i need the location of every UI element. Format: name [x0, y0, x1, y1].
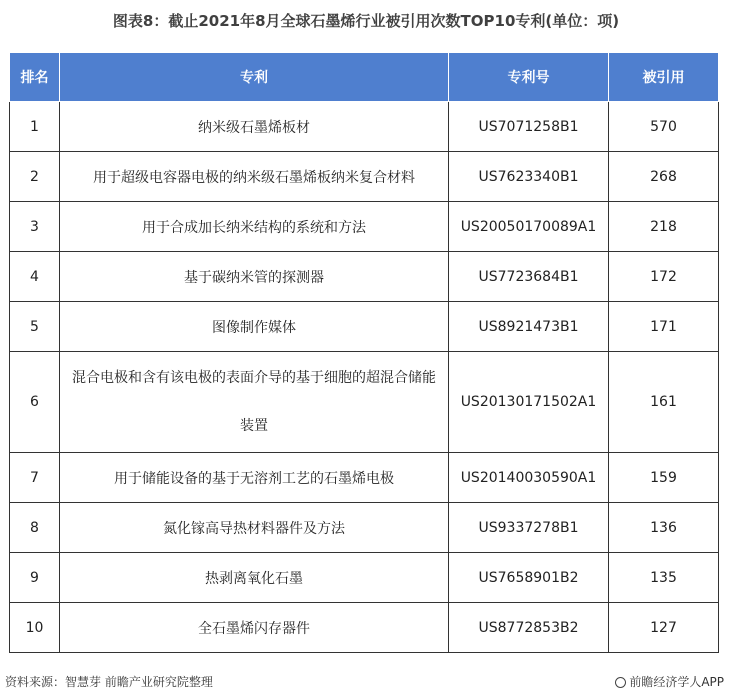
cell-citations: 127: [609, 603, 719, 653]
cell-patent: 图像制作媒体: [60, 302, 449, 352]
cell-patent: 混合电极和含有该电极的表面介导的基于细胞的超混合储能装置: [60, 352, 449, 453]
cell-patent-number: US8921473B1: [449, 302, 609, 352]
table-row: [10, 202, 719, 252]
table-row: [10, 102, 719, 152]
table-row: [10, 152, 719, 202]
cell-rank: 1: [10, 102, 60, 152]
chart-title: 图表8：截止2021年8月全球石墨烯行业被引用次数TOP10专利(单位：项): [112, 12, 620, 30]
cell-rank: 4: [10, 252, 60, 302]
cell-patent-number: US20140030590A1: [449, 453, 609, 503]
cell-patent: 用于合成加长纳米结构的系统和方法: [60, 202, 449, 252]
cell-patent-number: US9337278B1: [449, 503, 609, 553]
header-patent: 专利: [60, 53, 449, 102]
header-citations: 被引用: [609, 53, 719, 102]
cell-rank: 5: [10, 302, 60, 352]
cell-patent: 用于超级电容器电极的纳米级石墨烯板纳米复合材料: [60, 152, 449, 202]
table-row: [10, 503, 719, 553]
cell-rank: 9: [10, 553, 60, 603]
logo-icon: [615, 677, 626, 688]
table-row: [10, 453, 719, 503]
cell-citations: 159: [609, 453, 719, 503]
cell-patent-number: US7071258B1: [449, 102, 609, 152]
cell-citations: 218: [609, 202, 719, 252]
cell-patent: 纳米级石墨烯板材: [60, 102, 449, 152]
cell-citations: 136: [609, 503, 719, 553]
cell-patent: 基于碳纳米管的探测器: [60, 252, 449, 302]
cell-rank: 3: [10, 202, 60, 252]
cell-citations: 161: [609, 352, 719, 453]
cell-citations: 570: [609, 102, 719, 152]
cell-rank: 7: [10, 453, 60, 503]
header-rank: 排名: [10, 53, 60, 102]
table-row: [10, 553, 719, 603]
cell-citations: 171: [609, 302, 719, 352]
table-header-row: [10, 53, 719, 102]
patent-table: [9, 52, 719, 653]
cell-rank: 8: [10, 503, 60, 553]
cell-rank: 2: [10, 152, 60, 202]
table-row: [10, 352, 719, 453]
header-patent-number: 专利号: [449, 53, 609, 102]
cell-patent-number: US20130171502A1: [449, 352, 609, 453]
cell-patent-number: US8772853B2: [449, 603, 609, 653]
cell-patent-number: US7623340B1: [449, 152, 609, 202]
cell-citations: 135: [609, 553, 719, 603]
table-row: [10, 302, 719, 352]
cell-citations: 268: [609, 152, 719, 202]
app-credit-text: 前瞻经济学人APP: [629, 675, 724, 689]
cell-rank: 10: [10, 603, 60, 653]
cell-patent-number: US7658901B2: [449, 553, 609, 603]
app-credit: [615, 673, 724, 690]
cell-patent-number: US20050170089A1: [449, 202, 609, 252]
cell-patent: 用于储能设备的基于无溶剂工艺的石墨烯电极: [60, 453, 449, 503]
source-note: 资料来源：智慧芽 前瞻产业研究院整理: [5, 675, 213, 689]
cell-citations: 172: [609, 252, 719, 302]
table-row: [10, 252, 719, 302]
cell-patent: 热剥离氧化石墨: [60, 553, 449, 603]
table-row: [10, 603, 719, 653]
cell-patent: 氮化镓高导热材料器件及方法: [60, 503, 449, 553]
cell-patent-number: US7723684B1: [449, 252, 609, 302]
cell-rank: 6: [10, 352, 60, 453]
cell-patent: 全石墨烯闪存器件: [60, 603, 449, 653]
